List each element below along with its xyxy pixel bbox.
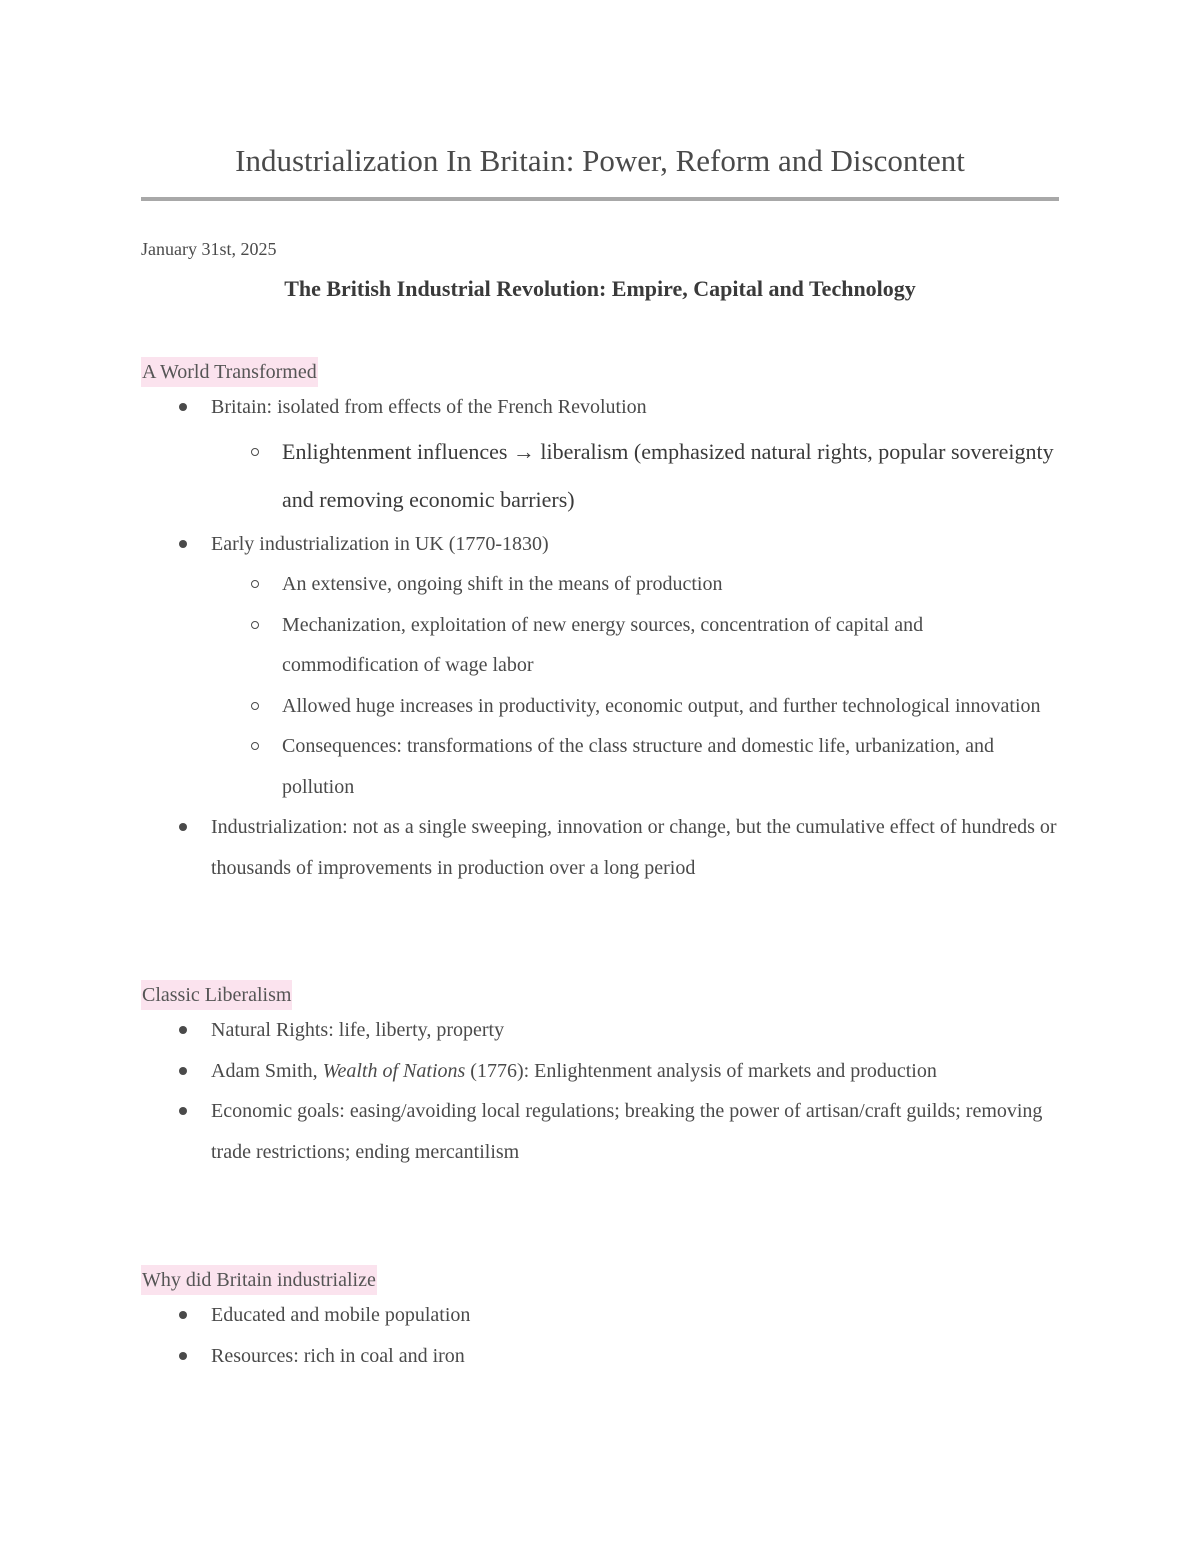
sub-bullet-list [211,564,1061,807]
section-heading: Classic Liberalism [141,980,292,1010]
list-item [141,1336,1061,1377]
list-item [141,524,1061,808]
list-item-text: Natural Rights: life, liberty, property [211,1019,505,1041]
sub-bullet-list [211,428,1061,524]
sub-list-item [211,726,1061,807]
book-title: Wealth of Nations [322,1059,466,1082]
list-item [141,1295,1061,1336]
bullet-icon [179,823,187,831]
bullet-icon [179,1107,187,1115]
bullet-icon [179,1026,187,1034]
section-heading: Why did Britain industrialize [141,1265,377,1295]
sub-list-item-text: Consequences: transformations of the class structure and domestic life, urbanization, and pollution [282,735,995,798]
list-item [141,1051,1061,1092]
document-title: Industrialization In Britain: Power, Reform and Discontent [235,143,965,178]
document-date: January 31st, 2025 [141,239,277,259]
sub-list-item-text: Allowed huge increases in productivity, economic output, and further technological innovation [282,694,1041,717]
bullet-icon [179,1067,187,1075]
list-item-text: Britain: isolated from effects of the French Revolution [211,396,647,418]
sub-list-item-text: Enlightenment influences → liberalism (emphasized natural rights, popular sovereignty and removing economic barriers) [282,438,1054,512]
document-subtitle: The British Industrial Revolution: Empire, Capital and Technology [284,276,916,301]
sub-list-item [211,686,1061,727]
section-heading: A World Transformed [141,357,318,387]
bullet-list [141,1295,1061,1376]
bullet-list [141,387,1061,888]
section-why-did-britain-industrialize [141,1265,1061,1376]
sub-list-item [211,605,1061,686]
section-a-world-transformed [141,357,1061,888]
list-item [141,1091,1061,1172]
hollow-bullet-icon [251,742,259,750]
list-item-text: Educated and mobile population [211,1304,471,1326]
list-item-text-after: (1776): Enlightenment analysis of markets and production [465,1059,937,1082]
bullet-list [141,1010,1061,1172]
list-item [141,387,1061,524]
bullet-icon [179,540,187,548]
section-classic-liberalism [141,980,1061,1172]
hollow-bullet-icon [251,621,259,629]
hollow-bullet-icon [251,448,259,456]
bullet-icon [179,403,187,411]
list-item-text: Early industrialization in UK (1770-1830) [211,532,549,555]
title-divider [141,197,1059,201]
sub-list-item [211,428,1061,524]
hollow-bullet-icon [251,702,259,710]
sub-list-item [211,564,1061,605]
list-item [141,807,1061,888]
list-item-text: Industrialization: not as a single sweeping, innovation or change, but the cumulative effect of hundreds or thousands of improvements in production over a long period [211,816,1057,879]
sub-list-item-text: An extensive, ongoing shift in the means of production [282,573,723,595]
sub-list-item-text: Mechanization, exploitation of new energy sources, concentration of capital and commodification of wage labor [282,613,924,676]
hollow-bullet-icon [251,580,259,588]
list-item-text: Economic goals: easing/avoiding local regulations; breaking the power of artisan/craft guilds; removing trade restrictions; ending mercantilism [211,1100,1043,1163]
list-item [141,1010,1061,1051]
list-item-text-before: Adam Smith, [211,1059,323,1082]
list-item-text: Resources: rich in coal and iron [211,1344,465,1367]
bullet-icon [179,1311,187,1319]
bullet-icon [179,1352,187,1360]
